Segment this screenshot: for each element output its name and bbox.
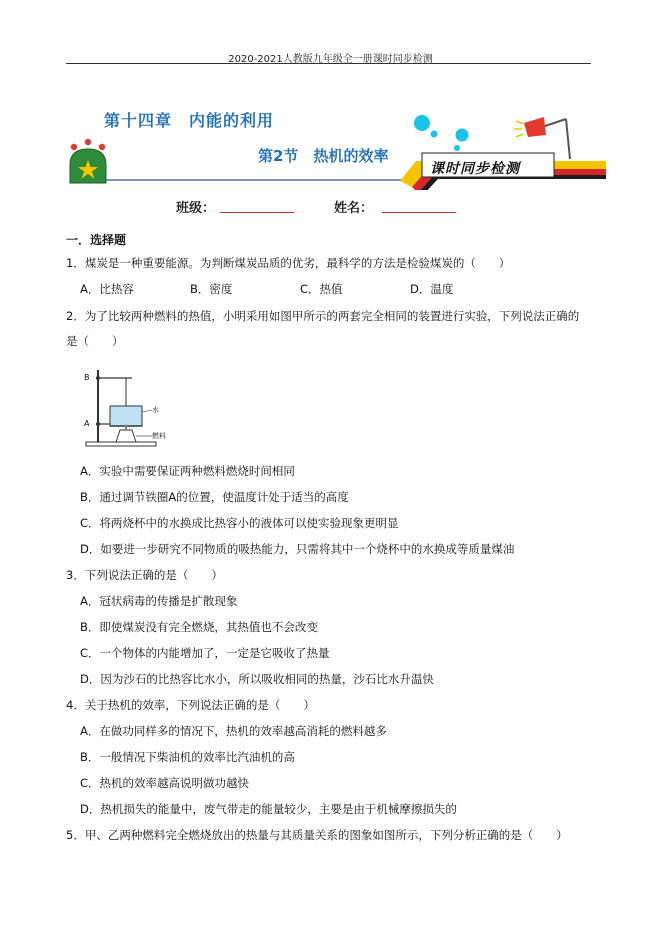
q2-option-a: A．实验中需要保证两种燃料燃烧时间相同	[80, 464, 295, 478]
q4-option-c: C．热机的效率越高说明做功越快	[80, 776, 250, 790]
q2-option-c: C．将两烧杯中的水换成比热容小的液体可以使实验现象更明显	[80, 516, 399, 530]
q4-option-a: A．在做功同样多的情况下，热机的效率越高消耗的燃料越多	[80, 724, 387, 738]
q3-option-c: C．一个物体的内能增加了，一定是它吸收了热量	[80, 646, 330, 660]
page-header: 2020-2021人教版九年级全一册课时同步检测	[228, 54, 433, 65]
question-3-stem: 3．下列说法正确的是（ ）	[66, 568, 223, 582]
q1-option-d: D．温度	[410, 282, 454, 296]
q1-option-c: C．热值	[300, 282, 343, 296]
bubbles-icon	[414, 115, 469, 151]
part-heading: 一．选择题	[66, 233, 127, 247]
chapter-title: 第十四章 内能的利用	[104, 111, 275, 130]
question-4-stem: 4．关于热机的效率，下列说法正确的是（ ）	[66, 698, 315, 712]
question-2-stem-cont: 是（ ）	[66, 334, 124, 348]
label-water: 水	[152, 406, 159, 414]
label-a: A	[84, 419, 90, 428]
name-label: 姓名：	[334, 201, 374, 216]
badge-text: 课时同步检测	[430, 161, 520, 177]
q2-option-b: B．通过调节铁圈A的位置，使温度计处于适当的高度	[80, 490, 349, 504]
section-title: 第2节 热机的效率	[258, 147, 389, 165]
class-blank	[220, 212, 294, 213]
q3-option-b: B．即使煤炭没有完全燃烧，其热值也不会改变	[80, 620, 318, 634]
header-divider	[66, 63, 591, 64]
q1-option-b: B．密度	[190, 282, 233, 296]
name-blank	[382, 212, 456, 213]
q3-option-d: D．因为沙石的比热容比水小，所以吸收相同的热量，沙石比水升温快	[80, 672, 434, 686]
question-2-stem: 2．为了比较两种燃料的热值，小明采用如图甲所示的两套完全相同的装置进行实验，下列说法正确的	[66, 309, 580, 323]
class-label: 班级：	[176, 201, 216, 216]
q1-option-a: A．比热容	[80, 282, 134, 296]
label-fuel: 燃料	[152, 432, 166, 440]
question-1-options	[80, 281, 453, 297]
q2-option-d: D．如要进一步研究不同物质的吸热能力，只需将其中一个烧杯中的水换成等质量煤油	[80, 542, 515, 556]
star-seal-icon	[70, 139, 106, 183]
question-5-stem: 5．甲、乙两种燃料完全燃烧放出的热量与其质量关系的图象如图所示，下列分析正确的是（ ）	[66, 828, 568, 842]
q3-option-a: A．冠状病毒的传播是扩散现象	[80, 594, 238, 608]
apparatus-figure	[80, 364, 170, 450]
q4-option-b: B．一般情况下柴油机的效率比汽油机的高	[80, 750, 295, 764]
q4-option-d: D．热机损失的能量中，废气带走的能量较少，主要是由于机械摩擦损失的	[80, 802, 457, 816]
label-b: B	[84, 373, 90, 382]
question-1-stem: 1．煤炭是一种重要能源。为判断煤炭品质的优劣，最科学的方法是检验煤炭的（ ）	[66, 256, 511, 270]
